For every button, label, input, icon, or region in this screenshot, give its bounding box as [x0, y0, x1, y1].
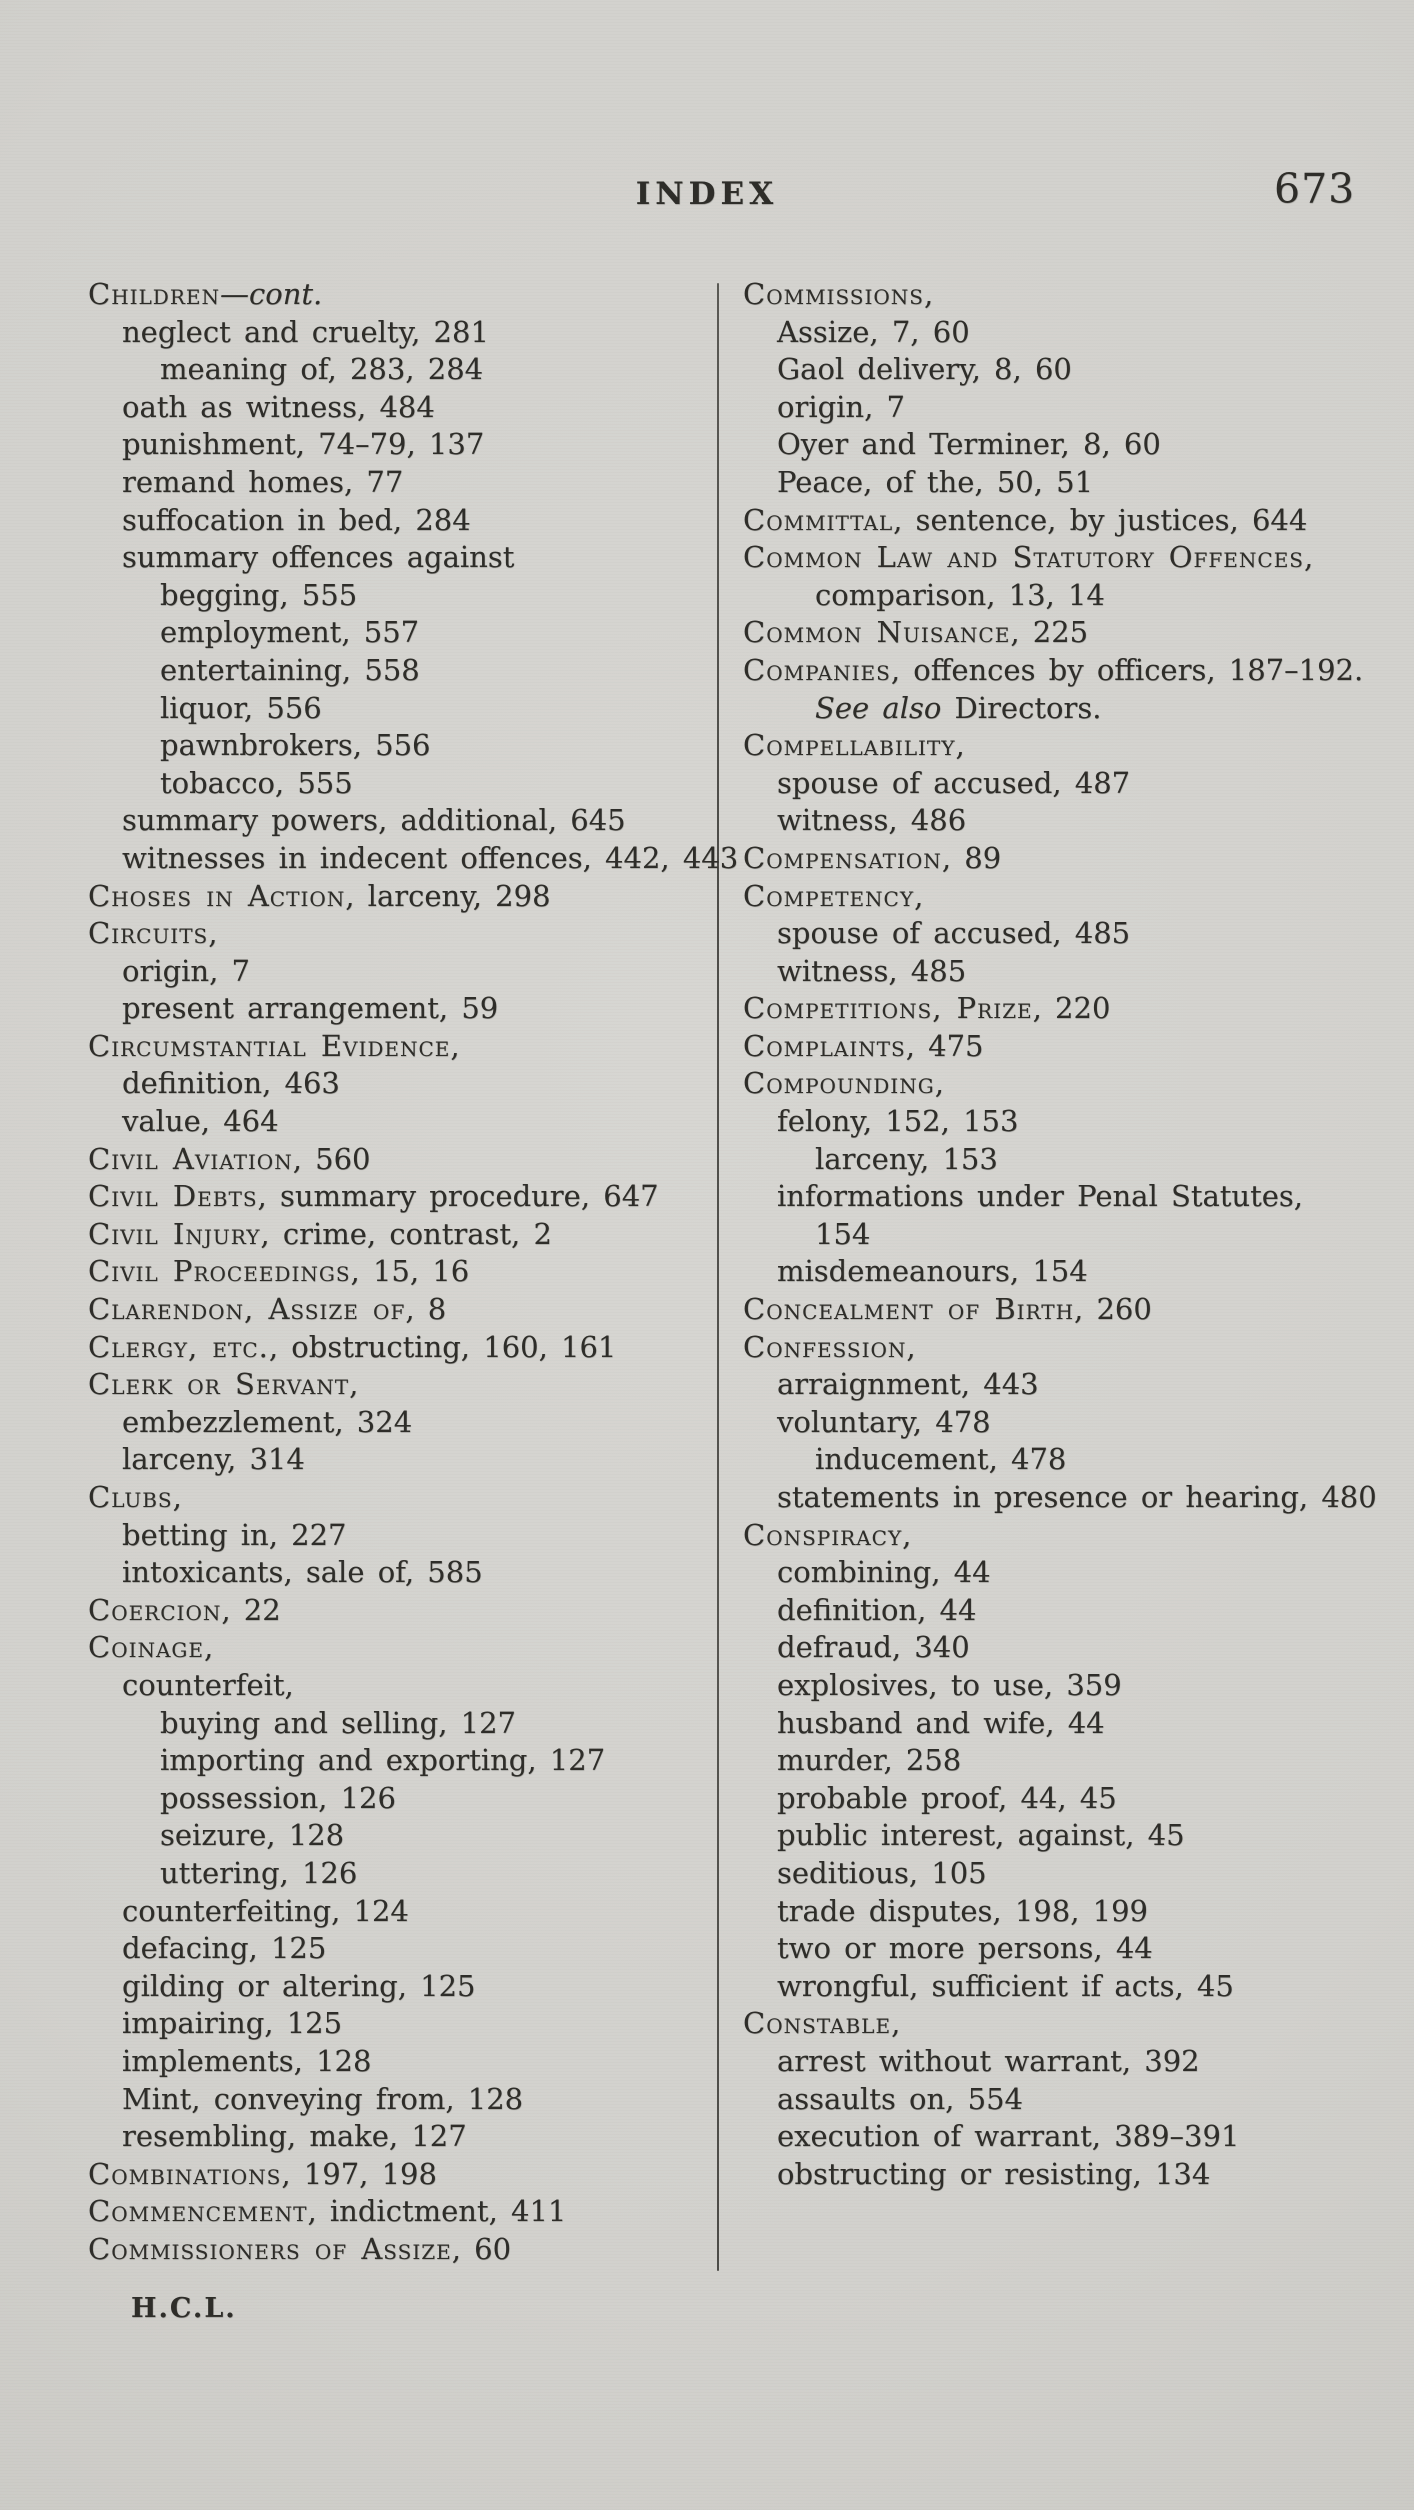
index-entry: Clubs,	[88, 1480, 182, 1514]
index-entry: probable proof, 44, 45	[777, 1780, 1117, 1815]
index-entry: embezzlement, 324	[122, 1404, 413, 1439]
page-title: INDEX	[635, 176, 779, 212]
index-entry: Commissions,	[743, 277, 934, 311]
index-entry: Civil Aviation, 560	[88, 1141, 371, 1176]
index-entry: pawnbrokers, 556	[160, 728, 431, 763]
index-entry: husband and wife, 44	[777, 1705, 1105, 1740]
index-entry: origin, 7	[777, 389, 906, 424]
index-entry: Circuits,	[88, 916, 218, 951]
index-entry: buying and selling, 127	[160, 1705, 517, 1740]
index-column-left	[88, 276, 739, 2268]
index-entry: liquor, 556	[160, 690, 322, 725]
index-entry: value, 464	[122, 1104, 279, 1139]
index-entry: punishment, 74–79, 137	[122, 427, 485, 462]
index-entry: Competency,	[743, 878, 924, 913]
index-entry: Constable,	[743, 2006, 901, 2041]
index-entry: origin, 7	[122, 953, 251, 988]
index-entry: Complaints, 475	[743, 1028, 984, 1063]
index-entry: defraud, 340	[777, 1630, 970, 1665]
index-entry: tobacco, 555	[160, 765, 353, 800]
index-entry: meaning of, 283, 284	[160, 352, 484, 387]
index-entry: Civil Injury, crime, contrast, 2	[88, 1216, 552, 1251]
index-entry: Commissioners of Assize, 60	[88, 2231, 512, 2266]
index-entry: present arrangement, 59	[122, 991, 499, 1026]
index-entry: definition, 463	[122, 1066, 340, 1101]
index-entry: possession, 126	[160, 1780, 396, 1815]
index-entry: wrongful, sufficient if acts, 45	[777, 1968, 1234, 2003]
index-entry: definition, 44	[777, 1592, 977, 1627]
index-entry: execution of warrant, 389–391	[777, 2119, 1240, 2154]
index-entry: seditious, 105	[777, 1855, 987, 1890]
index-entry: witness, 485	[777, 953, 967, 988]
index-entry: uttering, 126	[160, 1855, 358, 1890]
index-entry: murder, 258	[777, 1743, 962, 1778]
index-entry: statements in presence or hearing, 480	[777, 1480, 1377, 1514]
index-entry: gilding or altering, 125	[122, 1968, 476, 2003]
index-entry: neglect and cruelty, 281	[122, 314, 489, 349]
index-entry: public interest, against, 45	[777, 1818, 1185, 1853]
index-entry: implements, 128	[122, 2043, 372, 2078]
index-entry: misdemeanours, 154	[777, 1254, 1088, 1289]
footer-signature: H.C.L.	[131, 2293, 237, 2324]
index-entry: Compensation, 89	[743, 840, 1002, 875]
column-divider-rule	[717, 283, 719, 2271]
index-entry: Combinations, 197, 198	[88, 2156, 437, 2191]
index-entry: intoxicants, sale of, 585	[122, 1555, 483, 1590]
index-entry: employment, 557	[160, 615, 420, 650]
index-entry: 154	[815, 1216, 871, 1251]
index-entry: Confession,	[743, 1329, 916, 1364]
index-entry: combining, 44	[777, 1555, 991, 1590]
index-entry: summary powers, additional, 645	[122, 803, 626, 838]
index-entry: begging, 555	[160, 577, 358, 612]
index-entry: defacing, 125	[122, 1931, 327, 1966]
index-entry: felony, 152, 153	[777, 1104, 1019, 1139]
index-entry: Common Nuisance, 225	[743, 615, 1089, 650]
index-entry: Children—cont.	[88, 277, 323, 311]
index-entry: voluntary, 478	[777, 1404, 991, 1439]
index-entry: Clerk or Servant,	[88, 1367, 359, 1402]
index-entry: Common Law and Statutory Offences,	[743, 540, 1314, 575]
index-entry: explosives, to use, 359	[777, 1667, 1122, 1702]
index-entry: witnesses in indecent offences, 442, 443	[122, 840, 739, 875]
index-entry: larceny, 153	[815, 1141, 998, 1176]
index-entry: Civil Proceedings, 15, 16	[88, 1254, 470, 1289]
index-entry: trade disputes, 198, 199	[777, 1893, 1148, 1928]
index-entry: spouse of accused, 485	[777, 916, 1131, 951]
index-entry: Clarendon, Assize of, 8	[88, 1292, 447, 1327]
index-entry: remand homes, 77	[122, 464, 404, 499]
index-entry: Clergy, etc., obstructing, 160, 161	[88, 1329, 617, 1364]
page-number: 673	[1274, 165, 1356, 213]
index-entry: Mint, conveying from, 128	[122, 2081, 524, 2116]
index-entry: summary offences against	[122, 540, 515, 575]
index-entry: Coinage,	[88, 1630, 214, 1665]
index-entry: arrest without warrant, 392	[777, 2043, 1200, 2078]
index-entry: seizure, 128	[160, 1818, 345, 1853]
index-entry: oath as witness, 484	[122, 389, 435, 424]
index-entry: larceny, 314	[122, 1442, 305, 1477]
index-entry: impairing, 125	[122, 2006, 343, 2041]
index-entry: entertaining, 558	[160, 652, 420, 687]
index-entry: resembling, make, 127	[122, 2119, 467, 2154]
index-entry: two or more persons, 44	[777, 1931, 1153, 1966]
index-entry: suffocation in bed, 284	[122, 502, 471, 537]
index-entry: counterfeiting, 124	[122, 1893, 409, 1928]
index-entry: Competitions, Prize, 220	[743, 991, 1111, 1026]
index-entry: Committal, sentence, by justices, 644	[743, 502, 1308, 537]
index-entry: Conspiracy,	[743, 1517, 912, 1552]
index-entry: Companies, offences by officers, 187–192.	[743, 652, 1364, 687]
index-entry: assaults on, 554	[777, 2081, 1023, 2116]
index-entry: Civil Debts, summary procedure, 647	[88, 1179, 659, 1214]
index-entry: witness, 486	[777, 803, 967, 838]
index-entry: importing and exporting, 127	[160, 1743, 606, 1778]
index-entry: Commencement, indictment, 411	[88, 2194, 567, 2229]
index-column-right	[743, 276, 1377, 2193]
index-entry: Oyer and Terminer, 8, 60	[777, 427, 1161, 462]
index-entry: spouse of accused, 487	[777, 765, 1131, 800]
index-entry: counterfeit,	[122, 1667, 294, 1702]
index-entry: Circumstantial Evidence,	[88, 1028, 460, 1063]
index-entry: Assize, 7, 60	[777, 314, 970, 349]
index-entry: Coercion, 22	[88, 1592, 281, 1627]
index-entry: obstructing or resisting, 134	[777, 2156, 1211, 2191]
index-entry: betting in, 227	[122, 1517, 347, 1552]
index-entry: Concealment of Birth, 260	[743, 1292, 1152, 1327]
index-entry: inducement, 478	[815, 1442, 1067, 1477]
index-entry: Gaol delivery, 8, 60	[777, 352, 1072, 387]
index-entry: See also Directors.	[815, 690, 1102, 725]
index-entry: Choses in Action, larceny, 298	[88, 878, 551, 913]
index-entry: Compellability,	[743, 728, 965, 763]
index-entry: informations under Penal Statutes,	[777, 1179, 1304, 1214]
index-entry: Peace, of the, 50, 51	[777, 464, 1094, 499]
index-entry: Compounding,	[743, 1066, 944, 1101]
index-entry: comparison, 13, 14	[815, 577, 1105, 612]
index-entry: arraignment, 443	[777, 1367, 1039, 1402]
